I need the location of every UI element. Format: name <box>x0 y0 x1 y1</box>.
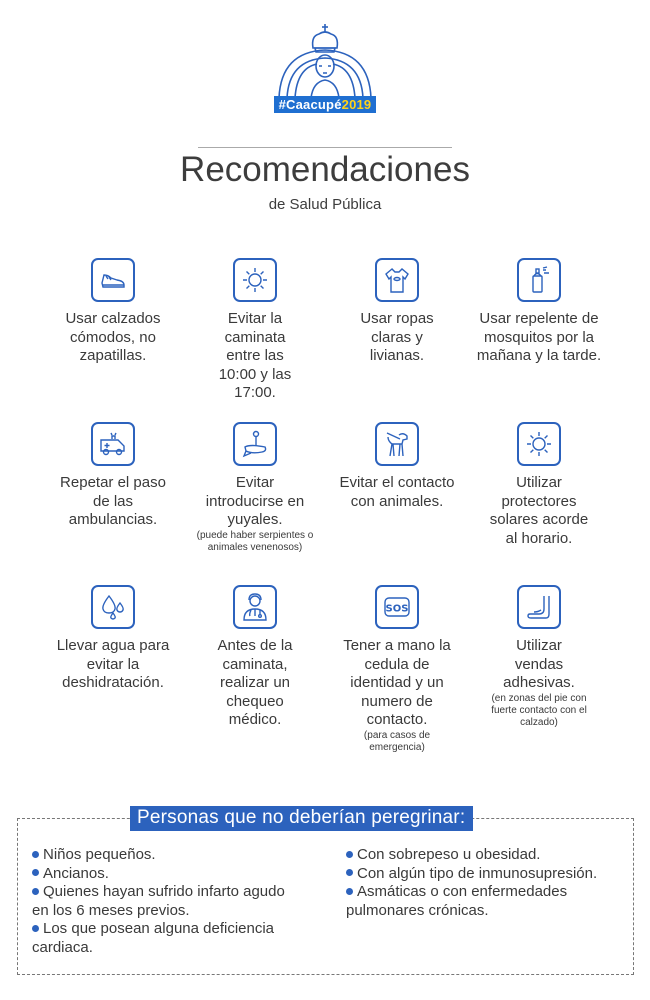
sos-icon <box>375 585 419 629</box>
bullet-icon <box>346 888 353 895</box>
list-item-text: Asmáticas o con enfermedades pulmonares crónicas. <box>346 883 568 919</box>
page-title: Recomendaciones <box>180 150 470 189</box>
bullet-icon <box>32 925 39 932</box>
recommendation-note: (para casos de emergencia) <box>363 729 431 753</box>
recommendation-item <box>42 585 184 693</box>
recommendation-text: Usar calzados cómodos, no zapatillas. <box>65 310 161 364</box>
recommendation-text: Antes de la caminata, realizar un chequeo médico. <box>217 637 293 728</box>
svg-text:SOS: SOS <box>385 603 409 615</box>
list-item-text: Quienes hayan sufrido infarto agudo en los 6 meses previos. <box>32 883 285 919</box>
list-item <box>32 883 292 920</box>
bullet-icon <box>346 851 353 858</box>
recommendation-item <box>326 258 468 366</box>
list-item-text: Niños pequeños. <box>43 846 156 863</box>
recommendation-item <box>468 258 610 366</box>
recommendation-item <box>184 585 326 730</box>
recommendation-text: Evitar la caminata entre las 10:00 y las 17:00. <box>218 310 292 401</box>
doctor-icon <box>233 585 277 629</box>
list-item-text: Ancianos. <box>43 864 109 882</box>
recommendation-note: (en zonas del pie con fuerte contacto con el calzado) <box>491 692 587 728</box>
bullet-icon <box>32 888 39 895</box>
virgin-crown-icon <box>275 22 375 100</box>
list-item <box>32 865 292 884</box>
list-item <box>346 865 618 884</box>
list-item <box>32 920 292 957</box>
bullet-icon <box>32 869 39 876</box>
recommendation-text: Tener a mano la cedula de identidad y un numero de contacto. <box>343 637 451 728</box>
recommendation-item <box>326 422 468 511</box>
recommendation-text: Utilizar vendas adhesivas. <box>503 637 575 691</box>
list-item <box>32 846 292 865</box>
foot-icon <box>517 585 561 629</box>
recommendation-text: Utilizar protectores solares acorde al horario. <box>489 474 589 547</box>
water-drops-icon <box>91 585 135 629</box>
hashtag-badge <box>274 96 377 113</box>
warning-list-left <box>32 846 292 957</box>
recommendation-text: Usar ropas claras y livianas. <box>360 310 434 364</box>
caacupe-logo <box>0 22 650 113</box>
warning-title: Personas que no deberían peregrinar: <box>130 806 473 831</box>
recommendation-item <box>326 585 468 754</box>
recommendation-note: (puede haber serpientes o animales venenosos) <box>196 529 314 553</box>
bullet-icon <box>346 869 353 876</box>
recommendation-text: Llevar agua para evitar la deshidratación. <box>56 637 170 691</box>
ambulance-icon <box>91 422 135 466</box>
recommendation-item <box>42 422 184 530</box>
hashtag-text: #Caacupé <box>278 97 342 112</box>
recommendation-text: Repetar el paso de las ambulancias. <box>60 474 166 528</box>
recommendation-text: Evitar el contacto con animales. <box>339 474 455 510</box>
title-divider <box>198 147 452 148</box>
list-item <box>346 883 618 920</box>
recommendation-item <box>468 422 610 548</box>
shoe-icon <box>91 258 135 302</box>
recommendation-item <box>184 258 326 403</box>
list-item-text: Con sobrepeso u obesidad. <box>357 846 541 863</box>
sun-icon <box>517 422 561 466</box>
shirt-icon <box>375 258 419 302</box>
warning-list-right <box>346 846 618 920</box>
recommendation-item <box>184 422 326 554</box>
page-subtitle: de Salud Pública <box>268 196 382 213</box>
bullet-icon <box>32 851 39 858</box>
hashtag-year: 2019 <box>341 97 372 112</box>
spray-icon <box>517 258 561 302</box>
sun-icon <box>233 258 277 302</box>
recommendation-text: Evitar introducirse en yuyales. <box>205 474 305 528</box>
recommendation-item <box>468 585 610 729</box>
recommendation-item <box>42 258 184 366</box>
list-item-text: Con algún tipo de inmunosupresión. <box>357 864 598 882</box>
recommendation-text: Usar repelente de mosquitos por la mañana y la tarde. <box>476 310 602 364</box>
snake-icon <box>233 422 277 466</box>
dog-icon <box>375 422 419 466</box>
list-item-text: Los que posean alguna deficiencia cardiaca. <box>32 920 275 956</box>
list-item <box>346 846 618 865</box>
